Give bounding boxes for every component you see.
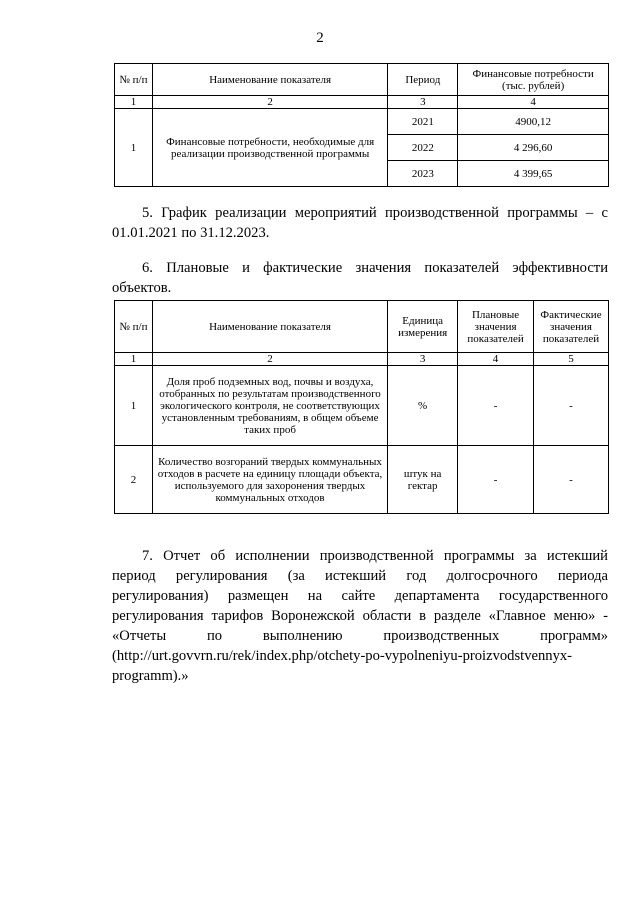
col-number: 2: [152, 96, 387, 109]
col-number: 5: [534, 353, 609, 366]
col-number: 1: [115, 353, 153, 366]
efficiency-table: [114, 300, 609, 514]
header-name: Наименование показателя: [152, 301, 387, 353]
col-number: 4: [458, 353, 534, 366]
period-value: 4 296,60: [458, 135, 609, 161]
header-fact: Фактические значения показателей: [534, 301, 609, 353]
page-number: 2: [316, 30, 324, 46]
period-year: 2023: [388, 161, 458, 187]
col-number: 2: [152, 353, 387, 366]
header-num: № п/п: [115, 301, 153, 353]
row-num: 2: [115, 446, 153, 514]
header-finance: Финансовые потребности (тыс. рублей): [458, 64, 609, 96]
col-number: 4: [458, 96, 609, 109]
row-fact: -: [534, 446, 609, 514]
table-row: [115, 446, 609, 514]
row-plan: -: [458, 446, 534, 514]
header-unit: Единица измерения: [388, 301, 458, 353]
header-num: № п/п: [115, 64, 153, 96]
period-year: 2022: [388, 135, 458, 161]
row-num: 1: [115, 109, 153, 187]
row-name: Финансовые потребности, необходимые для реализации производственной программы: [152, 109, 387, 187]
header-name: Наименование показателя: [152, 64, 387, 96]
header-plan: Плановые значения показателей: [458, 301, 534, 353]
row-num: 1: [115, 366, 153, 446]
row-plan: -: [458, 366, 534, 446]
row-unit: штук на гектар: [388, 446, 458, 514]
financial-needs-table: [114, 63, 609, 187]
period-value: 4900,12: [458, 109, 609, 135]
col-number: 3: [388, 353, 458, 366]
col-number: 3: [388, 96, 458, 109]
period-year: 2021: [388, 109, 458, 135]
paragraph-5: 5. График реализации мероприятий производственной программы – с 01.01.2021 по 31.12.2023.: [112, 205, 608, 241]
row-name: Доля проб подземных вод, почвы и воздуха, отобранных по результатам производственного экологического контроля, не соответствующих установленным требованиям, в общем объеме таких проб: [152, 366, 387, 446]
col-number: 1: [115, 96, 153, 109]
period-value: 4 399,65: [458, 161, 609, 187]
paragraph-7: 7. Отчет об исполнении производственной программы за истекший период регулирования (за истекший год долгосрочного периода регулирования) размещен на сайте департамента государственного регулирования тарифов Воронежской области в разделе «Главное меню» - «Отчеты по выполнению производственных программ» (http://urt.govvrn.ru/rek/index.php/otchety-po-vypolneniyu-proizvodstvennyx-programm).»: [112, 548, 608, 684]
row-fact: -: [534, 366, 609, 446]
table-row: [115, 366, 609, 446]
row-unit: %: [388, 366, 458, 446]
row-name: Количество возгораний твердых коммунальных отходов в расчете на единицу площади объекта, используемого для захоронения твердых коммунальных отходов: [152, 446, 387, 514]
header-period: Период: [388, 64, 458, 96]
paragraph-6: 6. Плановые и фактические значения показателей эффективности объектов.: [112, 260, 608, 296]
